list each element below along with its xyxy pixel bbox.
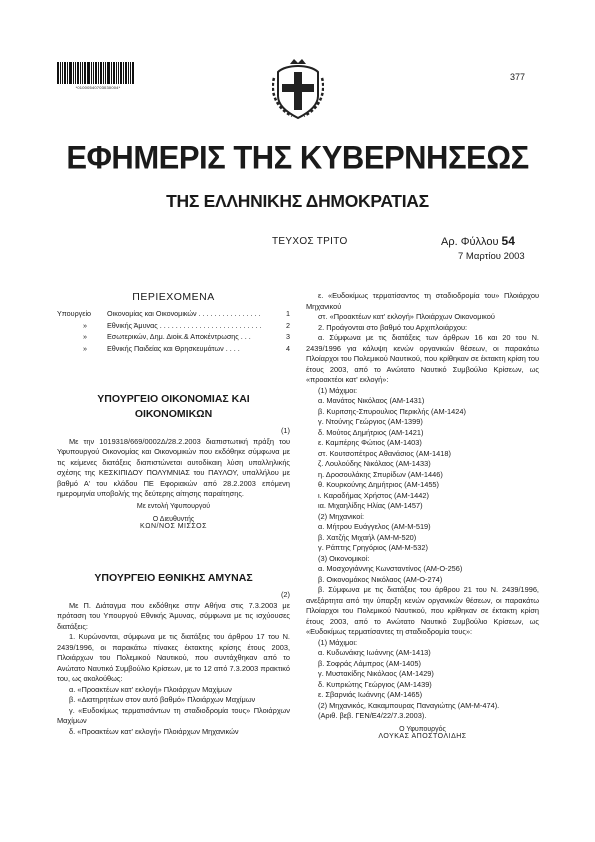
list-item: ε. «Ευδοκίμως τερματίσαντος τη σταδιοδρομία του» Πλοιάρχου Μηχανικού xyxy=(306,291,539,311)
list-item: δ. Μούτος Δημήτριος (ΑΜ-1421) xyxy=(318,427,424,437)
list-item: στ. «Προακτέων κατ' εκλογή» Πλοιάρχων Οικονομικού xyxy=(318,312,495,321)
section-paragraph: β. Σύμφωνα με τις διατάξεις του άρθρου 21 του Ν. 2439/1996, ανεξάρτητα από την ύπαρξη κενών οργανικών θέσεων, οι παρακάτω Πλοίαρχοι του Πολεμικού Ναυτικού, που κρίθηκαν σε έκτακτη κρίση έτους 2003, από το Ανώτατο Ναυτικό Συμβούλιο Κρίσεων, ως «Ευδοκίμως τερματίσαντες τη σταδιοδρομία τους»: xyxy=(306,585,539,636)
contents-page: 3 xyxy=(286,332,290,341)
reference-line: (Αριθ. βεβ. ΓΕΝ/Ε4/22/7.3.2003). xyxy=(318,711,427,720)
contents-title: ΠΕΡΙΕΧΟΜΕΝΑ xyxy=(132,291,215,303)
page-number: 377 xyxy=(510,72,526,82)
contents-row xyxy=(57,320,290,332)
signer-name: ΛΟΥΚΑΣ ΑΠΟΣΤΟΛΙΔΗΣ xyxy=(378,732,467,740)
section-number: (2) xyxy=(280,590,290,599)
contents-row xyxy=(57,331,290,343)
contents-page: 4 xyxy=(286,343,290,353)
contents-row xyxy=(57,308,290,320)
list-item: β. Κυριτσης-Σπυρουλιος Περικλής (ΑΜ-1424) xyxy=(318,406,466,416)
list-item: (2) Μηχανικοί: xyxy=(318,511,365,521)
barcode xyxy=(57,62,139,90)
list-item: θ. Κουρκούνης Δημήτριος (ΑΜ-1455) xyxy=(318,480,439,489)
list-item: ι. Καραδήμας Χρήστος (ΑΜ-1442) xyxy=(318,490,429,500)
list-item: 2. Προάγονται στο βαθμό του Αρχιπλοιάρχου: xyxy=(318,322,468,332)
section-body: Με την 1019318/669/0002Δ/28.2.2003 διαπιστωτική πράξη του Υφυπουργού Οικονομίας και Οικονομικών που εκδόθηκε σύμφωνα με τις κείμενες διατάξεις διαπιστώνεται αυτοδίκαιη λύση υπαλληλικής σχέσης της ΚΕΣΚΙΠΙΔΟΥ ΠΟΛΥΜΝΙΑΣ του ΠΑΥΛΟΥ, υπαλλήλου με βαθμό Α' του κλάδου ΠΕ Εφοριακών από 28.2.2003 επόμενη ημερομηνία υποβολής της δεύτερης αίτησης παραίτησης. xyxy=(57,436,290,498)
section-heading: ΥΠΟΥΡΓΕΙΟ ΟΙΚΟΝΟΜΙΑΣ ΚΑΙ xyxy=(97,393,250,405)
list-item: α. Μήτρου Ευάγγελος (ΑΜ-Μ-519) xyxy=(318,522,431,531)
contents-text: Οικονομίας και Οικονομικών . . . . . . . . . . . . . . . . xyxy=(107,309,261,318)
list-item: δ. Κυπριώτης Γεώργιος (ΑΜ-1439) xyxy=(318,679,432,689)
list-item: β. Οικονομάκος Νικόλαος (ΑΜ-Ο-274) xyxy=(318,574,443,584)
contents-category: Υπουργείο xyxy=(57,309,92,318)
list-item: (1) Μάχιμοι: xyxy=(318,637,358,647)
list-item: β. «Διατηρητέων στον αυτό βαθμό» Πλοιάρχων Μαχίμων xyxy=(69,695,256,704)
list-item: γ. Μυστακίδης Νικόλαος (ΑΜ-1429) xyxy=(318,669,434,678)
list-item: γ. «Ευδοκίμως τερματισάντων τη σταδιοδρομία τους» Πλοιάρχων Μαχίμων xyxy=(57,705,290,725)
order-line: Με εντολή Υφυπουργού xyxy=(136,502,211,510)
list-item: ε. Καμπέρης Φώτιος (ΑΜ-1403) xyxy=(318,438,422,447)
section-number: (1) xyxy=(280,426,290,435)
list-item: β. Σοφράς Λάμπρος (ΑΜ-1405) xyxy=(318,658,421,668)
list-item: δ. «Προακτέων κατ' εκλογή» Πλοιάρχων Μηχανικών xyxy=(69,726,239,736)
contents-category: » xyxy=(83,320,87,330)
list-item: γ. Ντούνης Γεώργιος (ΑΜ-1399) xyxy=(318,417,423,426)
list-item: η. Δροσουλάκης Σπυρίδων (ΑΜ-1446) xyxy=(318,469,443,479)
sheet-number-value: 54 xyxy=(501,234,515,248)
section-defence xyxy=(57,571,290,737)
section-heading: ΥΠΟΥΡΓΕΙΟ ΕΘΝΙΚΗΣ ΑΜΥΝΑΣ xyxy=(94,572,253,584)
section-intro: Με Π. Διάταγμα που εκδόθηκε στην Αθήνα στις 7.3.2003 με πρόταση του Υπουργού Εθνικής Άμυνας, σύμφωνα με τις ισχύουσες διατάξεις: xyxy=(57,600,290,631)
list-item: β. Χατζής Μιχαήλ (ΑΜ-Μ-520) xyxy=(318,532,417,542)
signer-title: Ο Υφυπουργός xyxy=(399,725,446,733)
section-paragraph: α. Σύμφωνα με τις διατάξεις των άρθρων 16 και 20 του Ν. 2439/1996 για κάλυψη κενών οργανικών θέσεων, οι παρακάτω Πλοίαρχοι του Πολεμικού Ναυτικού, που κρίθηκαν σε έκτακτη κρίση του έτους 2003, από το Ανώτατο Ναυτικό Συμβούλιο Κρίσεων, ως «προακτέοι κατ' εκλογή»: xyxy=(306,333,539,384)
sheet-number xyxy=(441,234,515,248)
list-item: (3) Οικονομικοί: xyxy=(318,553,370,563)
list-item: ια. Μιχαηλίδης Ηλίας (ΑΜ-1457) xyxy=(318,501,423,510)
sheet-number-label: Αρ. Φύλλου xyxy=(441,236,499,248)
greek-coat-of-arms-emblem xyxy=(272,58,324,120)
contents-text: Εσωτερικών, Δημ. Διοίκ.& Αποκέντρωσης . . . xyxy=(107,332,251,341)
list-item: α. Κυδωνάκης Ιωάννης (ΑΜ-1413) xyxy=(318,648,431,657)
issue-series: ΤΕΥΧΟΣ ΤΡΙΤΟ xyxy=(272,236,348,247)
section-finance xyxy=(57,392,290,530)
right-column xyxy=(306,291,539,740)
list-item: α. «Προακτέων κατ' εκλογή» Πλοιάρχων Μαχίμων xyxy=(69,684,232,694)
contents-text: Εθνικής Παιδείας και Θρησκευμάτων . . . . xyxy=(107,343,240,353)
signer-title: Ο Διευθυντής xyxy=(152,515,195,523)
signer-name: ΚΩΝ/ΝΟΣ ΜΙΣΣΟΣ xyxy=(140,522,207,530)
gazette-title: ΕΦΗΜΕΡΙΣ ΤΗΣ ΚΥΒΕΡΝΗΣΕΩΣ xyxy=(66,139,529,176)
contents-category: » xyxy=(83,332,87,341)
contents-list xyxy=(57,308,290,354)
contents-page: 2 xyxy=(286,320,290,330)
list-item: α. Μανάτος Νικόλαος (ΑΜ-1431) xyxy=(318,396,425,405)
contents-category: » xyxy=(83,343,87,353)
contents-row xyxy=(57,343,290,355)
list-item: (1) Μάχιμοι: xyxy=(318,385,358,395)
list-item: ζ. Λουλούδης Νικόλαος (ΑΜ-1433) xyxy=(318,459,431,468)
barcode-number: *01000540703030004* xyxy=(75,85,121,90)
section-heading: ΟΙΚΟΝΟΜΙΚΩΝ xyxy=(134,408,213,420)
section-paragraph: 1. Κυρώνονται, σύμφωνα με τις διατάξεις του άρθρου 17 του Ν. 2439/1996, οι παρακάτω πίνακες έκτακτης κρίσης έτους 2003, Πλοιάρχων του Πολεμικού Ναυτικού, που συντάχθηκαν από το Ανώτατο Ναυτικό Συμβούλιο Κρίσεων, με το 12 από 7.3.2003 πρακτικό του, ως ακολούθως: xyxy=(57,632,290,683)
barcode-bars xyxy=(57,62,139,84)
contents-text: Εθνικής Άμυνας . . . . . . . . . . . . . . . . . . . . . . . . . . xyxy=(107,320,262,330)
list-item: ε. Σβαρνιάς Ιωάννης (ΑΜ-1465) xyxy=(318,690,423,699)
list-item: στ. Κουτσοπέτρος Αθανάσιος (ΑΜ-1418) xyxy=(318,448,451,458)
list-item: α. Μοσχογιάννης Κωνσταντίνος (ΑΜ-Ο-256) xyxy=(318,564,463,573)
issue-date: 7 Μαρτίου 2003 xyxy=(458,251,525,262)
list-item: (2) Μηχανικός, Κακαμπουρας Παναγιώτης (ΑΜ-Μ-474). xyxy=(318,700,500,710)
list-item: γ. Ράπτης Γρηγόριος (ΑΜ-Μ-532) xyxy=(318,543,428,552)
gazette-subtitle: ΤΗΣ ΕΛΛΗΝΙΚΗΣ ΔΗΜΟΚΡΑΤΙΑΣ xyxy=(166,191,429,211)
contents-page: 1 xyxy=(286,309,290,318)
